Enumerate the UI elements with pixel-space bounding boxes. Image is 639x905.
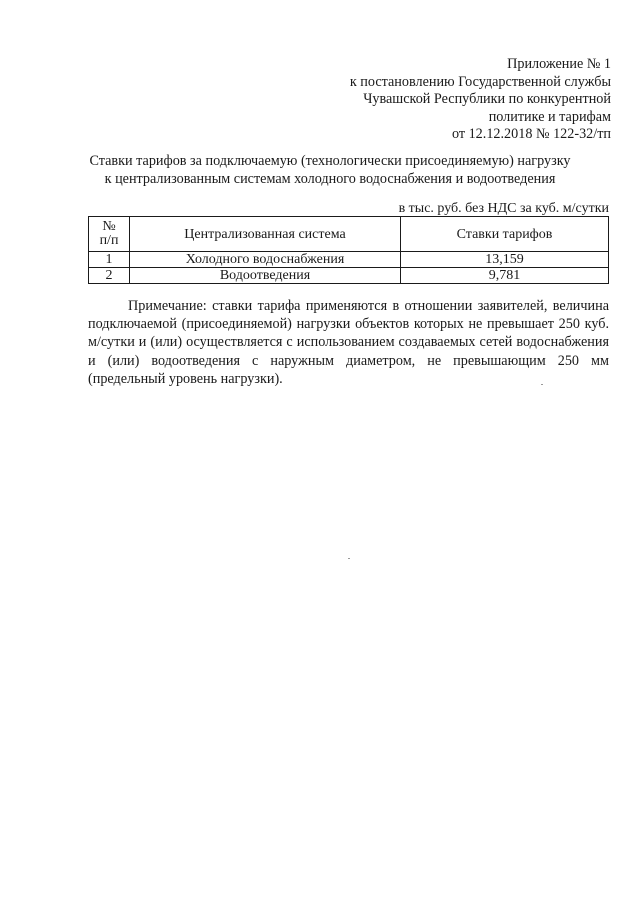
document-title — [60, 153, 600, 188]
header-rate: Ставки тарифов — [401, 217, 609, 252]
appendix-agency-line: Чувашской Республики по конкурентной — [363, 91, 611, 108]
table-header-row — [89, 217, 609, 252]
header-number-symbol: № — [102, 219, 116, 234]
appendix-header — [350, 56, 611, 144]
header-system: Централизованная система — [130, 217, 401, 252]
table-row — [89, 252, 609, 268]
appendix-number: Приложение № 1 — [507, 56, 611, 72]
scan-speck — [348, 558, 350, 559]
scan-speck — [541, 384, 543, 385]
row-system: Холодного водоснабжения — [130, 252, 401, 268]
appendix-agency-line-2: политике и тарифам — [488, 108, 611, 125]
title-line-1: Ставки тарифов за подключаемую (технологически присоединяемую) нагрузку — [89, 153, 571, 169]
row-rate: 13,159 — [401, 252, 609, 268]
row-number: 2 — [89, 268, 130, 284]
header-number — [89, 217, 130, 252]
appendix-date-number: от 12.12.2018 № 122-32/тп — [451, 126, 611, 143]
title-line-2: к централизованным системам холодного водоснабжения и водоотведения — [104, 170, 556, 187]
appendix-resolution-line: к постановлению Государственной службы — [349, 73, 611, 90]
note-paragraph: Примечание: ставки тарифа применяются в отношении заявителей, величина подключаемой (присоединяемой) нагрузки объектов которых не превышает 250 куб. м/сутки и (или) осуществляется с использованием создаваемых сетей водоснабжения и (или) водоотведения с наружным диаметром, не превышающим 250 мм (предельный уровень нагрузки). — [88, 298, 609, 387]
row-rate: 9,781 — [401, 268, 609, 284]
row-system: Водоотведения — [130, 268, 401, 284]
rates-table — [88, 216, 609, 284]
table-row — [89, 268, 609, 284]
units-caption: в тыс. руб. без НДС за куб. м/сутки — [398, 201, 609, 216]
header-number-abbrev: п/п — [99, 233, 119, 248]
row-number: 1 — [89, 252, 130, 268]
